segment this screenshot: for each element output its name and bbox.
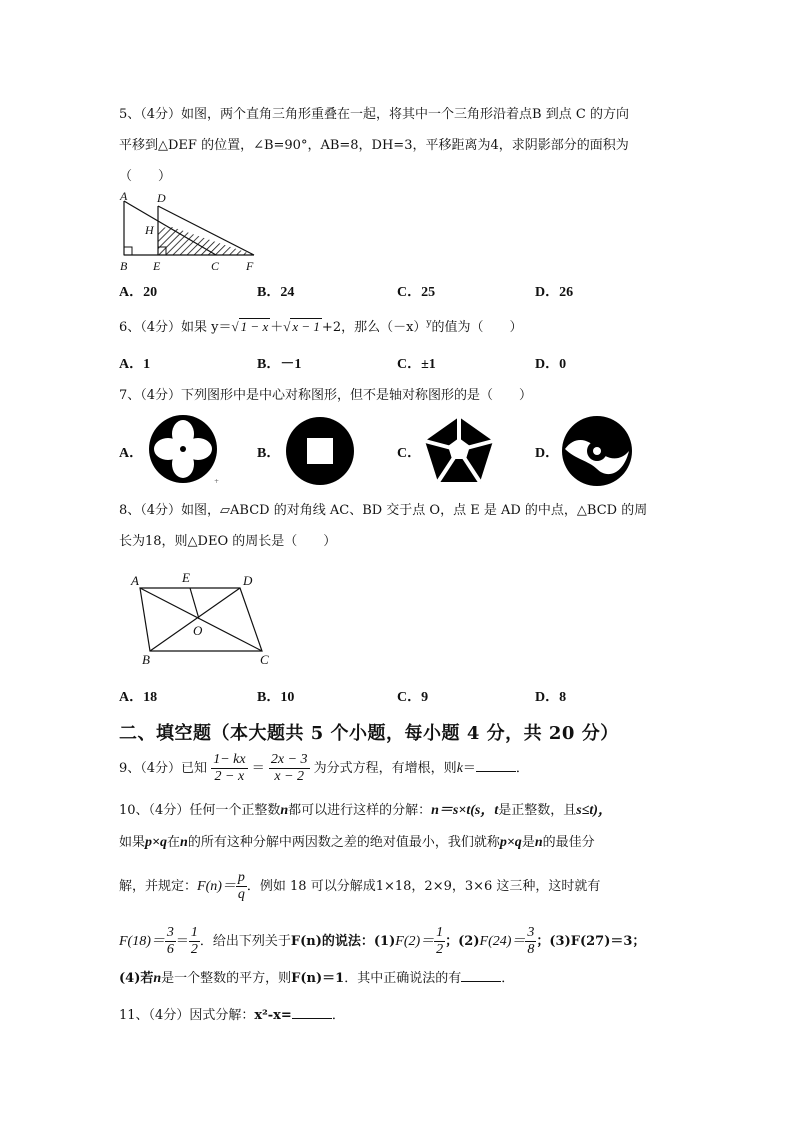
q9-frac1-num: 1− kx (213, 752, 246, 767)
q10-f3n: 1 (436, 925, 444, 940)
q10-q: q (237, 887, 245, 902)
q8-option-d[interactable]: D．8 (535, 690, 567, 705)
q9-frac2-den: x − 2 (274, 769, 305, 784)
q9-stem (119, 752, 529, 785)
q10-l1b: 都可以进行这样的分解： (288, 803, 432, 818)
q10-frac-3-6 (165, 925, 176, 958)
q10-l3b: ．例如 18 可以分解成1×18，2×9，3×6 这三种，这时就有 (246, 879, 601, 894)
q10-frac-f2 (434, 925, 445, 958)
q7-figure-b (285, 416, 355, 486)
q11-prefix: 11、（4分）因式分解： (119, 1008, 255, 1023)
q10-frac-1-2 (189, 925, 200, 958)
q10-F24: F(24)＝ (479, 934, 526, 949)
q10-l4c: ；(2) (445, 934, 480, 949)
q9-end: ． (515, 761, 529, 776)
q9-equals: ＝ (251, 761, 265, 776)
q9-frac1-den: 2 − x (214, 769, 245, 784)
q10-answer-blank[interactable] (461, 969, 501, 982)
q10-l2e: 的最佳分 (542, 835, 595, 850)
q10-l5e: ． (501, 971, 515, 986)
q10-l2c: 的所有这种分解中两因数之差的绝对值最小，我们就称 (187, 835, 500, 850)
q7-figure-c (424, 416, 494, 484)
q6-tail: 的值为（ ） (431, 320, 523, 335)
diagonal-bd (150, 588, 240, 651)
q6-option-c[interactable]: C．±1 (397, 357, 436, 372)
q7-option-b[interactable]: B． (257, 446, 281, 461)
q9-fraction-2 (269, 752, 310, 785)
q11-expr: x²-x= (254, 1008, 292, 1023)
q10-l2b: 在 (167, 835, 181, 850)
label-c: C (211, 259, 220, 273)
q10-l5d: ．其中正确说法的有 (344, 971, 462, 986)
q5-option-a[interactable]: A．20 (119, 285, 158, 300)
q10-pq-fraction (236, 870, 247, 903)
label-d: D (157, 191, 166, 205)
q10-l4b: 的说法：(1) (321, 934, 396, 949)
q10-n-3: n (534, 835, 543, 850)
q10-l5c: F(n)＝1 (291, 971, 345, 986)
q9-fraction-1 (211, 752, 247, 785)
sqrt-sign-2: √ (283, 319, 291, 334)
q8-option-a[interactable]: A．18 (119, 690, 158, 705)
q6-option-a[interactable]: A．1 (119, 357, 151, 372)
q8-option-b[interactable]: B．10 (257, 690, 295, 705)
q10-pq: p×q (145, 835, 167, 850)
label-e: E (153, 259, 161, 273)
q10-p: p (237, 870, 245, 885)
q6-prefix: 6、（4分）如果 y＝ (119, 320, 232, 335)
q10-l1a: 10、（4分）任何一个正整数 (119, 803, 281, 818)
q6-suffix: +2，那么（－x） (321, 320, 427, 335)
q8-figure (122, 568, 282, 668)
q10-l2a: 如果 (119, 835, 146, 850)
q10-line3 (119, 870, 600, 903)
q6-option-d[interactable]: D．0 (535, 357, 567, 372)
q9-frac2-num: 2x − 3 (270, 752, 308, 767)
q10-f2n: 1 (190, 925, 198, 940)
q10-f1n: 3 (166, 925, 174, 940)
q10-cond: s≤t)， (576, 803, 612, 818)
q7-stem: 7、（4分）下列图形中是中心对称图形，但不是轴对称图形的是（ ） (119, 388, 533, 403)
q10-l5b: 是一个整数的平方，则 (161, 971, 292, 986)
q10-Fn: F(n)＝ (197, 879, 236, 894)
q10-n: n (280, 803, 289, 818)
q10-decomp: n＝s×t(s，t (431, 803, 499, 818)
q11-answer-blank[interactable] (292, 1006, 332, 1019)
svg-text:+: + (214, 478, 220, 485)
q6-option-b[interactable]: B．－1 (257, 357, 302, 372)
q10-F2: F(2)＝ (395, 934, 435, 949)
label-f: F (246, 259, 254, 273)
q7-figure-d (561, 415, 633, 487)
q6-stem (119, 316, 523, 335)
q5-option-c[interactable]: C．25 (397, 285, 436, 300)
q7-option-c[interactable]: C． (397, 446, 422, 461)
q10-n-2: n (180, 835, 188, 850)
label-a: A (120, 189, 128, 203)
q9-tail: ＝ (462, 761, 476, 776)
q10-l2d: 是 (521, 835, 535, 850)
q6-plus: ＋ (270, 320, 284, 335)
q10-Fn2: F(n) (290, 934, 322, 949)
q10-l5a: (4)若 (119, 971, 154, 986)
q5-line2: 平移到△DEF 的位置，∠B=90°，AB=8，DH=3，平移距离为4，求阴影部分的面积为 (119, 138, 629, 153)
q10-pq-2: p×q (499, 835, 522, 850)
label-b: B (142, 652, 150, 667)
label-e: E (182, 570, 190, 585)
label-d: D (243, 573, 253, 588)
label-c: C (260, 652, 269, 667)
q5-figure (112, 188, 272, 276)
q6-radicand-2: x − 1 (292, 319, 320, 334)
q8-option-c[interactable]: C．9 (397, 690, 429, 705)
q10-f4d: 8 (527, 942, 535, 957)
sqrt-sign-1: √ (231, 319, 239, 334)
q10-f3d: 2 (436, 942, 444, 957)
q10-line1 (119, 799, 612, 819)
q5-line3: （ ） (119, 169, 172, 184)
q10-F18: F(18)＝ (119, 934, 165, 949)
q6-exponent: y (426, 318, 432, 329)
q10-f4n: 3 (527, 925, 535, 940)
label-a: A (131, 573, 139, 588)
q7-option-d[interactable]: D． (535, 446, 560, 461)
q5-option-d[interactable]: D．26 (535, 285, 574, 300)
q10-l3a: 解，并规定： (119, 879, 198, 894)
label-b: B (120, 259, 128, 273)
q7-option-a[interactable]: A． (119, 446, 144, 461)
q10-line2 (119, 831, 595, 851)
right-angle-b (124, 247, 132, 255)
q11-stem (119, 1004, 345, 1023)
q5-option-b[interactable]: B．24 (257, 285, 295, 300)
q10-f2d: 2 (190, 942, 198, 957)
q5-line1: 5、（4分）如图，两个直角三角形重叠在一起，将其中一个三角形沿着点B 到点 C 的方向 (119, 107, 629, 122)
label-o: O (193, 623, 203, 638)
q11-end: ． (331, 1008, 345, 1023)
q10-l1c: 是正整数，且 (498, 803, 577, 818)
q10-line4: F(18)＝ $\frac{3}{6}$ ＝ $\frac{1}{2}$ ．给出下列关于F(n)的说法：(1)F(2)＝ $\frac{1}{2}$ ；(2)F(24)＝ $\frac{3}{8}$ ；(3)F(27)＝3； (119, 925, 646, 957)
q9-var: k (456, 761, 463, 776)
q10-n-4: n (153, 971, 162, 986)
q10-f1d: 6 (166, 942, 174, 957)
q8-line2: 长为18，则△DEO 的周长是（ ） (119, 534, 337, 549)
q10-frac-f24 (525, 925, 536, 958)
q8-line1: 8、（4分）如图，▱ABCD 的对角线 AC、BD 交于点 O，点 E 是 AD 的中点，△BCD 的周 (119, 503, 648, 518)
q9-answer-blank[interactable] (476, 759, 516, 772)
q6-radicand-1: 1 − x (240, 319, 269, 334)
q7-figure-a (148, 414, 220, 486)
section-heading-fill-in: 二、填空题（本大题共 5 个小题，每小题 4 分，共 20 分） (119, 723, 619, 744)
q9-mid: 为分式方程，有增根，则 (313, 761, 457, 776)
q10-l4a: ．给出下列关于 (199, 934, 291, 949)
label-h: H (145, 223, 154, 237)
q9-prefix: 9、（4分）已知 (119, 761, 208, 776)
q10-line5 (119, 967, 514, 987)
q10-l4d: ；(3)F(27)＝3； (536, 934, 646, 949)
